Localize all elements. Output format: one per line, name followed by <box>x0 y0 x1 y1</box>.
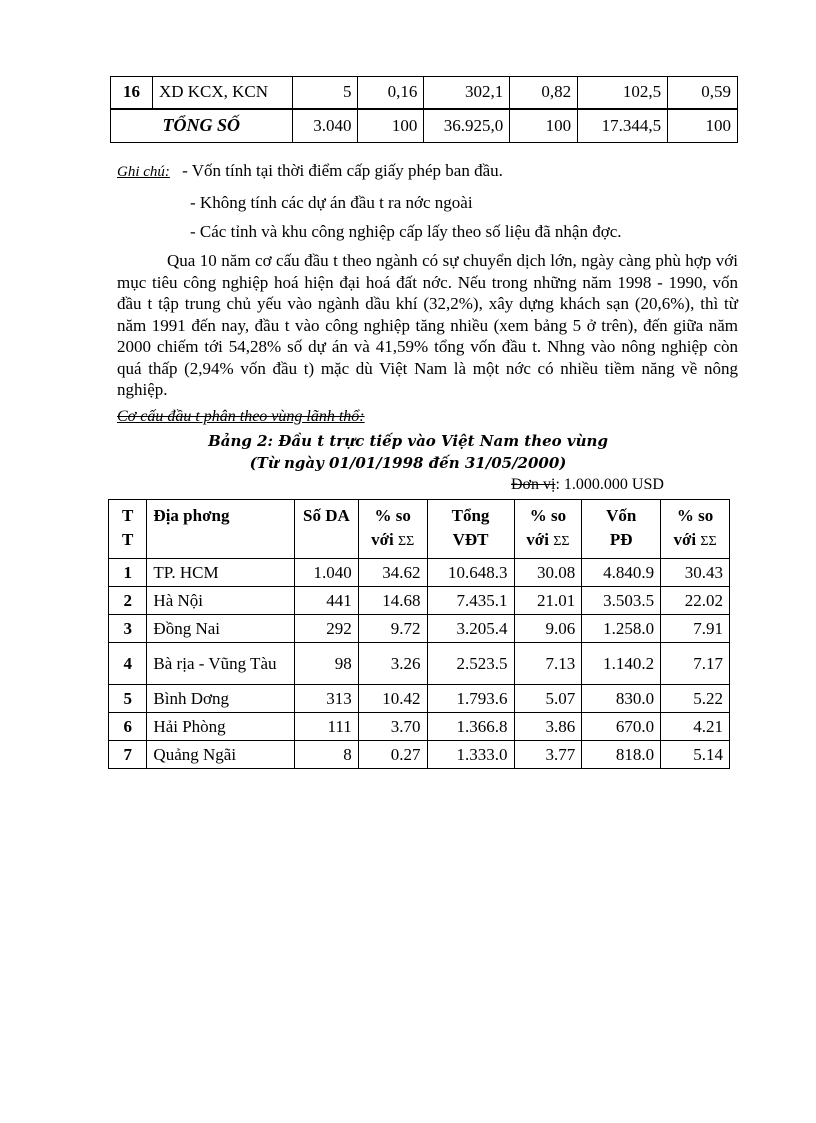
cell-tong-vdt: 1.333.0 <box>427 741 514 769</box>
cell-pct2: 3.77 <box>514 741 582 769</box>
header-pct3-with: với <box>673 530 697 549</box>
cell-region: Hà Nội <box>147 587 295 615</box>
cell-so-da: 441 <box>295 587 359 615</box>
header-pct3 <box>661 500 730 559</box>
total-row <box>111 109 738 143</box>
cell-tong-vdt: 3.205.4 <box>427 615 514 643</box>
cell-pct2: 3.86 <box>514 713 582 741</box>
cell-von-pd: 670.0 <box>582 713 661 741</box>
total-pct-da: 100 <box>358 109 424 143</box>
header-pct2-line1: % so <box>529 506 567 525</box>
total-von: 36.925,0 <box>424 109 510 143</box>
cell-so-da: 1.040 <box>295 559 359 587</box>
cell-tong-vdt: 2.523.5 <box>427 643 514 685</box>
cell-tt: 3 <box>109 615 147 643</box>
cell-tt: 5 <box>109 685 147 713</box>
sigma-symbol: ΣΣ <box>553 534 570 549</box>
header-tong-vdt <box>427 500 514 559</box>
note-item: - Các tỉnh và khu công nghiệp cấp lấy theo số liệu đã nhận đợc. <box>190 222 622 241</box>
row-pct-da: 0,16 <box>358 77 424 109</box>
header-pct1 <box>358 500 427 559</box>
cell-region: Hải Phòng <box>147 713 295 741</box>
section-heading-text: Cơ cấu đầu t phân theo vùng lãnh thổ: <box>117 408 365 425</box>
cell-pct1: 10.42 <box>358 685 427 713</box>
header-pct1-with: với <box>371 530 394 549</box>
table-row <box>109 713 730 741</box>
cell-pct2: 9.06 <box>514 615 582 643</box>
cell-region: Bà rịa - Vũng Tàu <box>147 643 295 685</box>
total-pct-pd: 100 <box>668 109 738 143</box>
cell-pct1: 3.70 <box>358 713 427 741</box>
cell-tt: 4 <box>109 643 147 685</box>
cell-pct1: 0.27 <box>358 741 427 769</box>
unit-value: : 1.000.000 USD <box>555 476 664 493</box>
sigma-symbol: ΣΣ <box>700 534 717 549</box>
header-pct1-line1: % so <box>374 506 411 525</box>
cell-von-pd: 830.0 <box>582 685 661 713</box>
notes-line-1 <box>117 161 503 181</box>
header-pct2 <box>514 500 582 559</box>
header-pct3-line2 <box>667 528 723 554</box>
total-pct-von: 100 <box>510 109 578 143</box>
cell-so-da: 111 <box>295 713 359 741</box>
total-so-da: 3.040 <box>292 109 358 143</box>
total-label: TỔNG SỐ <box>111 109 293 143</box>
section-heading <box>117 408 365 426</box>
note-item: - Không tính các dự án đầu t ra nớc ngoài <box>190 193 473 212</box>
unit-note <box>511 476 664 494</box>
cell-pct3: 5.22 <box>661 685 730 713</box>
cell-so-da: 313 <box>295 685 359 713</box>
cell-tt: 7 <box>109 741 147 769</box>
cell-region: Đồng Nai <box>147 615 295 643</box>
cell-tt: 1 <box>109 559 147 587</box>
region-investment-table <box>108 499 730 769</box>
table-row <box>111 77 738 109</box>
body-paragraph: Qua 10 năm cơ cấu đầu t theo ngành có sự chuyển dịch lớn, ngày càng phù hợp với mục tiêu công nghiệp hoá hiện đại hoá đất nớc. Nếu trong những năm 1998 - 1990, vốn đầu t tập trung chủ yếu vào ngành dầu khí (32,2%), xây dựng khách sạn (20,6%), thì từ năm 1991 đến nay, đầu t vào công nghiệp tăng nhiều (xem bảng 5 ở trên), đến giữa năm 2000 chiếm tới 54,28% số dự án và 41,59% tổng vốn đầu t. Nhng vào nông nghiệp còn quá thấp (2,94% vốn đầu t) mặc dù Việt Nam là một nớc có nhiều tiềm năng về nông nghiệp. <box>117 251 738 399</box>
header-tong-vdt-text: Tổng VĐT <box>451 506 490 549</box>
header-von-pd <box>582 500 661 559</box>
header-von-pd-text: Vốn PĐ <box>606 506 637 549</box>
row-name: XD KCX, KCN <box>152 77 292 109</box>
cell-von-pd: 3.503.5 <box>582 587 661 615</box>
cell-von-pd: 1.140.2 <box>582 643 661 685</box>
cell-pct3: 4.21 <box>661 713 730 741</box>
cell-tong-vdt: 7.435.1 <box>427 587 514 615</box>
cell-pct1: 9.72 <box>358 615 427 643</box>
cell-tong-vdt: 1.793.6 <box>427 685 514 713</box>
row-von-pd: 102,5 <box>578 77 668 109</box>
sigma-symbol: ΣΣ <box>397 534 415 549</box>
header-pct1-line2 <box>365 528 421 554</box>
cell-pct2: 7.13 <box>514 643 582 685</box>
table-header-row <box>109 500 730 559</box>
cell-pct2: 5.07 <box>514 685 582 713</box>
cell-tt: 6 <box>109 713 147 741</box>
row-pct-pd: 0,59 <box>668 77 738 109</box>
cell-pct1: 3.26 <box>358 643 427 685</box>
cell-pct3: 22.02 <box>661 587 730 615</box>
row-von: 302,1 <box>424 77 510 109</box>
table-row <box>109 587 730 615</box>
row-stt: 16 <box>111 77 153 109</box>
cell-pct3: 7.17 <box>661 643 730 685</box>
header-pct2-line2 <box>521 528 576 554</box>
table-row <box>109 559 730 587</box>
cell-region: TP. HCM <box>147 559 295 587</box>
industry-investment-table <box>110 76 738 143</box>
cell-pct2: 21.01 <box>514 587 582 615</box>
header-tt: T T <box>109 500 147 559</box>
header-pct2-with: với <box>526 530 549 549</box>
cell-region: Quảng Ngãi <box>147 741 295 769</box>
cell-pct3: 5.14 <box>661 741 730 769</box>
cell-pct3: 7.91 <box>661 615 730 643</box>
cell-tt: 2 <box>109 587 147 615</box>
header-so-da: Số DA <box>295 500 359 559</box>
note-item: - Vốn tính tại thời điểm cấp giấy phép ban đầu. <box>182 161 503 180</box>
cell-pct1: 34.62 <box>358 559 427 587</box>
table-row <box>109 615 730 643</box>
notes-label: Ghi chú: <box>117 164 170 180</box>
header-pct3-line1: % so <box>676 506 714 525</box>
table-row <box>109 643 730 685</box>
cell-von-pd: 818.0 <box>582 741 661 769</box>
cell-von-pd: 1.258.0 <box>582 615 661 643</box>
cell-region: Bình Dơng <box>147 685 295 713</box>
cell-pct3: 30.43 <box>661 559 730 587</box>
cell-pct2: 30.08 <box>514 559 582 587</box>
table-subcaption: (Từ ngày 01/01/1998 đến 31/05/2000) <box>249 454 567 472</box>
row-pct-von: 0,82 <box>510 77 578 109</box>
total-von-pd: 17.344,5 <box>578 109 668 143</box>
cell-so-da: 292 <box>295 615 359 643</box>
cell-von-pd: 4.840.9 <box>582 559 661 587</box>
header-region: Địa phơng <box>147 500 295 559</box>
cell-pct1: 14.68 <box>358 587 427 615</box>
cell-tong-vdt: 1.366.8 <box>427 713 514 741</box>
row-so-da: 5 <box>292 77 358 109</box>
cell-so-da: 98 <box>295 643 359 685</box>
table-row <box>109 685 730 713</box>
table-caption: Bảng 2: Đầu t trực tiếp vào Việt Nam theo vùng <box>208 432 608 450</box>
unit-label: Đơn vị <box>511 476 556 493</box>
cell-so-da: 8 <box>295 741 359 769</box>
table-row <box>109 741 730 769</box>
cell-tong-vdt: 10.648.3 <box>427 559 514 587</box>
